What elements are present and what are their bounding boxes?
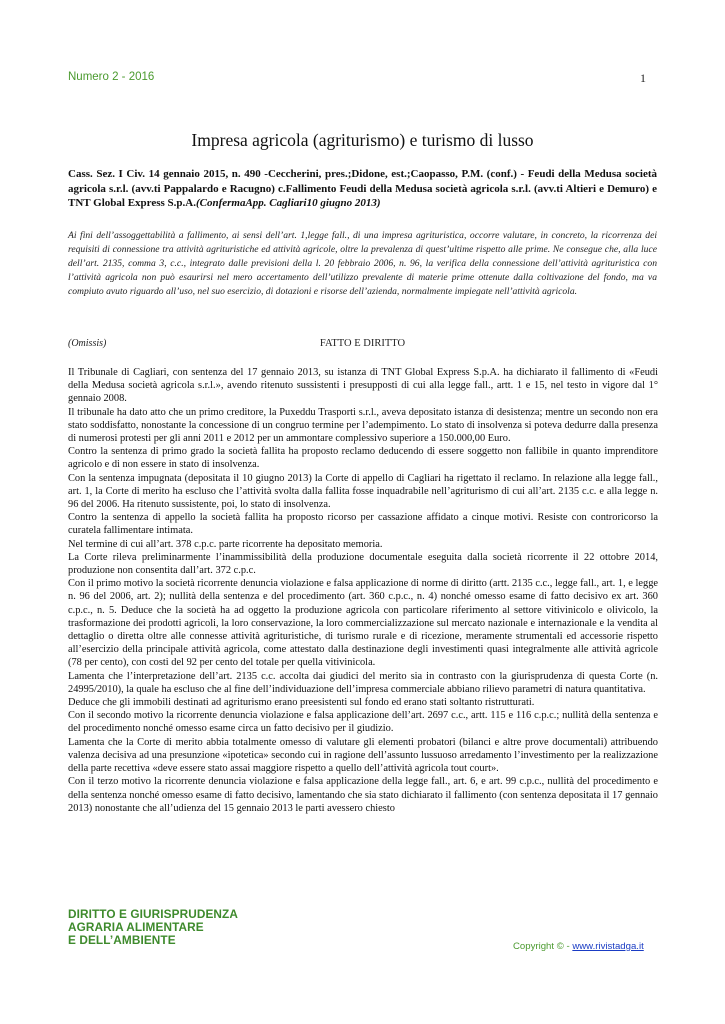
paragraph: Contro la sentenza di primo grado la società fallita ha proposto reclamo deducendo di essere soggetto non fallibile in quanto imprenditore agricolo e di non essere in stato di insolvenza. (68, 446, 658, 471)
journal-logo (68, 908, 238, 947)
logo-line: DIRITTO E GIURISPRUDENZA (68, 907, 238, 921)
logo-line: AGRARIA ALIMENTARE (68, 920, 204, 934)
paragraph: La Corte rileva preliminarmente l’inammissibilità della produzione documentale eseguita dalla società ricorrente il 22 ottobre 2014, produzione non consentita dall’art. 372 c.p.c. (68, 551, 658, 577)
headnote: Ai fini dell’assoggettabilità a fallimento, ai sensi dell’art. 1,legge fall., di una impresa agrituristica, occorre valutare, in concreto, la ricorrenza dei requisiti di connessione tra attività agrituristiche ed attività agricole, oltre la prevalenza di quest’ultime rispetto alle prime. Ne consegue che, alla luce dell’art. 2135, comma 3, c.c., integrato dalle previsioni della l. 20 febbraio 2006, n. 96, la verifica della connessione dell’attività agrituristica con l’attività agricola non può esaurirsi nel mero accertamento dell’utilizzo prevalente di materie prime ottenute dalla coltivazione del fondo, ma va compiuto avuto riguardo all’uso, nel suo esercizio, di dotazioni e risorse dell’azienda, normalmente impiegate nell’attività agricola. (68, 230, 657, 297)
omissis-note: (Omissis) (68, 338, 107, 349)
paragraph: Con il secondo motivo la ricorrente denuncia violazione e falsa applicazione dell’art. 2697 c.c., artt. 115 e 116 c.p.c.; nullità della sentenza e del procedimento nonché omesso esame circa un fatto decisivo per il giudizio. (68, 710, 658, 735)
paragraph: Nel termine di cui all’art. 378 c.p.c. parte ricorrente ha depositato memoria. (68, 538, 383, 550)
section-title: FATTO E DIRITTO (319, 338, 406, 349)
case-citation (68, 167, 657, 211)
logo-line: E DELL’AMBIENTE (68, 933, 176, 947)
citation-appeal: (ConfermaApp. Cagliari10 giugno 2013) (195, 197, 381, 209)
paragraph: Con il terzo motivo la ricorrente denuncia violazione e falsa applicazione della legge fall., art. 6, e art. 99 c.p.c., nullità del procedimento e della sentenza nonché omesso esame di fatto decisivo, lamentando che sia stato dichiarato il fallimento (con sentenza depositata il 17 gennaio 2013) nonostante che all’udienza del 15 gennaio 2013 le parti avessero chiesto (68, 776, 658, 814)
paragraph: Deduce che gli immobili destinati ad agriturismo erano preesistenti sul fondo ed erano stati soltanto ristrutturati. (68, 697, 535, 709)
copyright-notice (513, 941, 644, 952)
judgment-body (68, 366, 658, 890)
issue-label: Numero 2 - 2016 (68, 71, 155, 83)
article-title: Impresa agricola (agriturismo) e turismo di lusso (191, 130, 534, 150)
copyright-label: Copyright © - (513, 941, 573, 952)
citation-main: Cass. Sez. I Civ. 14 gennaio 2015, n. 490 -Ceccherini, pres.;Didone, est.;Caopasso, P.M. (conf.) - Feudi della Medusa società agricola s.r.l. (avv.ti Pappalardo e Racugno) c.Fallimento Feudi della Medusa società agricola s.r.l. (avv.ti Altieri e Demuro) e TNT Global Express S.p.A. (68, 168, 657, 209)
paragraph: Il Tribunale di Cagliari, con sentenza del 17 gennaio 2013, su istanza di TNT Global Express S.p.A. ha dichiarato il fallimento di «Feudi della Medusa società agricola s.r.l.», avendo ritenuto sussistenti i presupposti di cui alla legge fall., artt. 1 e 15, nel testo in vigore dal 1° gennaio 2008. (68, 367, 658, 405)
paragraph: Con la sentenza impugnata (depositata il 10 giugno 2013) la Corte di appello di Cagliari ha rigettato il reclamo. In relazione alla legge fall., art. 1, la Corte di merito ha escluso che l’attività svolta dalla fallita fosse inquadrabile nell’agriturismo di cui all’art. 2135 c.c. e alla legge n. 96 del 2006. Ha ritenuto sussistente, poi, lo stato di insolvenza. (68, 472, 658, 511)
page-number: 1 (640, 71, 646, 85)
paragraph: Il tribunale ha dato atto che un primo creditore, la Puxeddu Trasporti s.r.l., aveva depositato istanza di desistenza; mentre un secondo non era stato soddisfatto, nonostante la concessione di un congruo termine per l’adempimento. Lo stato di insolvenza si poteva dedurre dalla presenza di numerosi protesti per gli anni 2011 e 2012 per un ammontare complessivo superiore a 150.000,00 Euro. (68, 406, 658, 445)
paragraph: Lamenta che la Corte di merito abbia totalmente omesso di valutare gli elementi probatori (bilanci e altre prove documentali) attribuendo valenza decisiva ad una presunzione «ipotetica» secondo cui in ragione dell’assunto lussuoso arredamento l’investimento per la realizzazione della parte recettiva «deve essere stato assai maggiore rispetto a quello dell’attività agricola tout court». (68, 736, 658, 775)
paragraph: Con il primo motivo la società ricorrente denuncia violazione e falsa applicazione di norme di diritto (artt. 2135 c.c., legge fall., art. 1, e legge n. 96 del 2006, art. 2); nullità della sentenza e del procedimento (art. 360 c.p.c., n. 4) nonché omesso esame di fatto decisivo ex art. 360 c.p.c., n. 5. Deduce che la società ha ad oggetto la produzione agricola con particolare riferimento al settore vitivinicolo e olivicolo, la trasformazione dei prodotti agricoli, la loro conservazione, la loro commercializzazione sul mercato nazionale e internazionale e la vendita al dettaglio o diretta oltre alle connesse attività agrituristiche, di turismo rurale e di ricezione, meramente strumentali ed accessorie rispetto all’esercizio della principale attività agricola, come attestato dalla destinazione degli investimenti quasi integralmente alle attività agricole (78 per cento), con costi del 92 per cento del totale per quella vitivinicola. (68, 578, 658, 669)
paragraph: Contro la sentenza di appello la società fallita ha proposto ricorso per cassazione affidato a cinque motivi. Resiste con controricorso la curatela fallimentare intimata. (68, 512, 658, 537)
paragraph: Lamenta che l’interpretazione dell’art. 2135 c.c. accolta dai giudici del merito sia in contrasto con la giurisprudenza di questa Corte (n. 24995/2010), la quale ha escluso che al fine dell’individuazione dell’impresa commerciale abbiano rilievo parametri di natura quantitativa. (68, 670, 658, 695)
website-link[interactable]: www.rivistadga.it (572, 941, 644, 952)
